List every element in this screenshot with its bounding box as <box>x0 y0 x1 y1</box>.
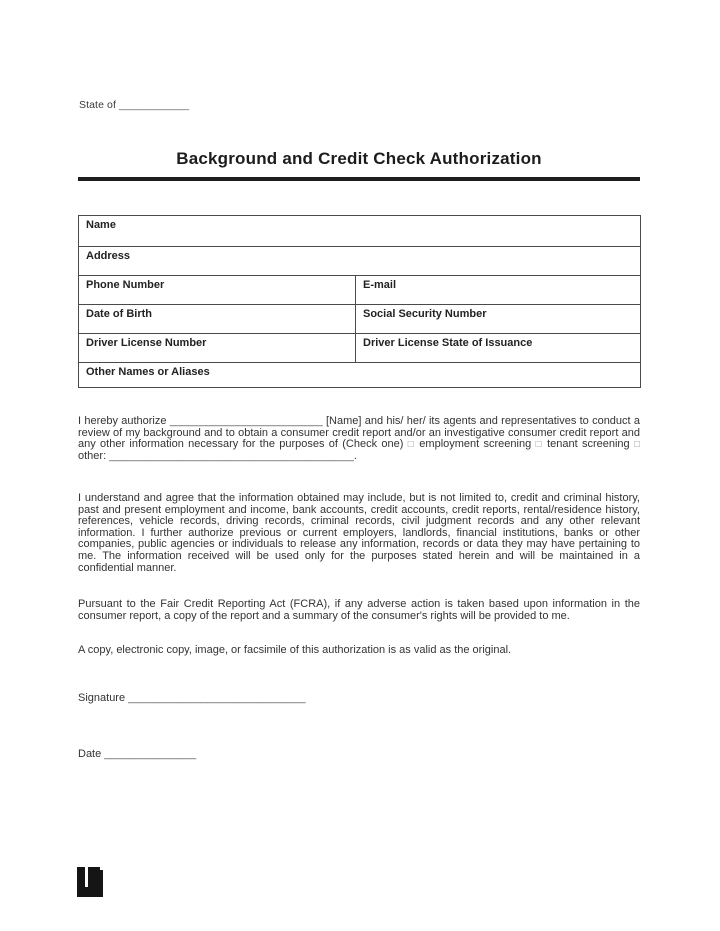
other-purpose-blank: ________________________________________ <box>109 449 354 462</box>
field-label: E-mail <box>363 279 397 291</box>
checkbox-employment-screening-icon: □ <box>407 439 415 451</box>
table-row <box>79 334 641 363</box>
field-label: Name <box>86 219 116 231</box>
signature-blank: _____________________________ <box>128 692 306 704</box>
authorization-terminator: . <box>353 449 357 462</box>
field-date-of-birth <box>79 305 356 334</box>
checkbox-other-icon: □ <box>633 439 640 451</box>
signature-label: Signature <box>78 692 129 704</box>
legal-templates-logo-icon <box>77 867 103 897</box>
logo-letter-slit <box>85 867 88 887</box>
field-label: Social Security Number <box>363 308 487 320</box>
date-line <box>78 748 196 760</box>
table-row <box>79 363 641 388</box>
field-label: Driver License State of Issuance <box>363 337 533 349</box>
field-other-names <box>79 363 641 388</box>
field-name <box>79 216 641 247</box>
table-row <box>79 216 641 247</box>
field-label: Date of Birth <box>86 308 152 320</box>
authorization-intro: I hereby authorize <box>78 415 170 427</box>
page-title: Background and Credit Check Authorization <box>176 149 542 168</box>
field-driver-license-state <box>356 334 641 363</box>
information-scope-paragraph: I understand and agree that the information obtained may include, but is not limited to, credit and criminal history, past and present employment and income, bank accounts, credit accounts, credit reports, rental/residence history, references, vehicle records, driving records, criminal records, civil judgment records and any other relevant information. I further authorize previous or current employers, landlords, financial institutions, banks or other companies, public agencies or individuals to release any information, records or data they may have pertaining to me. The information received will be used only for the purposes stated herein and will be maintained in a confidential manner. <box>78 492 640 574</box>
option-other-label: other: <box>78 449 110 462</box>
fcra-notice-paragraph: Pursuant to the Fair Credit Reporting Act (FCRA), if any adverse action is taken based upon information in the consumer report, a copy of the report and a summary of the consumer's rights will be provided to me. <box>78 598 640 622</box>
option-tenant-screening: tenant screening <box>542 438 634 451</box>
title-underline-rule <box>78 177 640 181</box>
field-address <box>79 247 641 276</box>
copy-validity-paragraph: A copy, electronic copy, image, or facsimile of this authorization is as valid as the original. <box>78 644 512 656</box>
field-ssn <box>356 305 641 334</box>
field-label: Driver License Number <box>86 337 207 349</box>
state-blank: ____________ <box>119 99 190 111</box>
field-label: Phone Number <box>86 279 165 291</box>
table-row <box>79 276 641 305</box>
option-employment-screening: employment screening <box>415 438 536 451</box>
table-row <box>79 247 641 276</box>
field-driver-license-number <box>79 334 356 363</box>
state-of-label: State of <box>79 99 116 111</box>
field-email <box>356 276 641 305</box>
checkbox-tenant-screening-icon: □ <box>535 439 543 451</box>
date-label: Date <box>78 748 105 760</box>
field-label: Address <box>86 250 131 262</box>
state-of-line <box>79 99 189 111</box>
signature-line <box>78 692 306 704</box>
date-blank: _______________ <box>104 748 197 760</box>
table-row <box>79 305 641 334</box>
field-phone-number <box>79 276 356 305</box>
field-label: Other Names or Aliases <box>86 366 210 378</box>
authorization-body: [Name] and his/ her/ its agents and representatives to conduct a review of my background and to obtain a consumer credit report and/or an investigative consumer credit report and any other information necessary for the purposes of (Check one) <box>78 415 640 451</box>
authorized-name-blank: _________________________ <box>169 415 323 427</box>
logo-corner-notch <box>100 867 103 870</box>
authorization-paragraph <box>78 416 640 462</box>
applicant-info-table <box>78 215 641 388</box>
